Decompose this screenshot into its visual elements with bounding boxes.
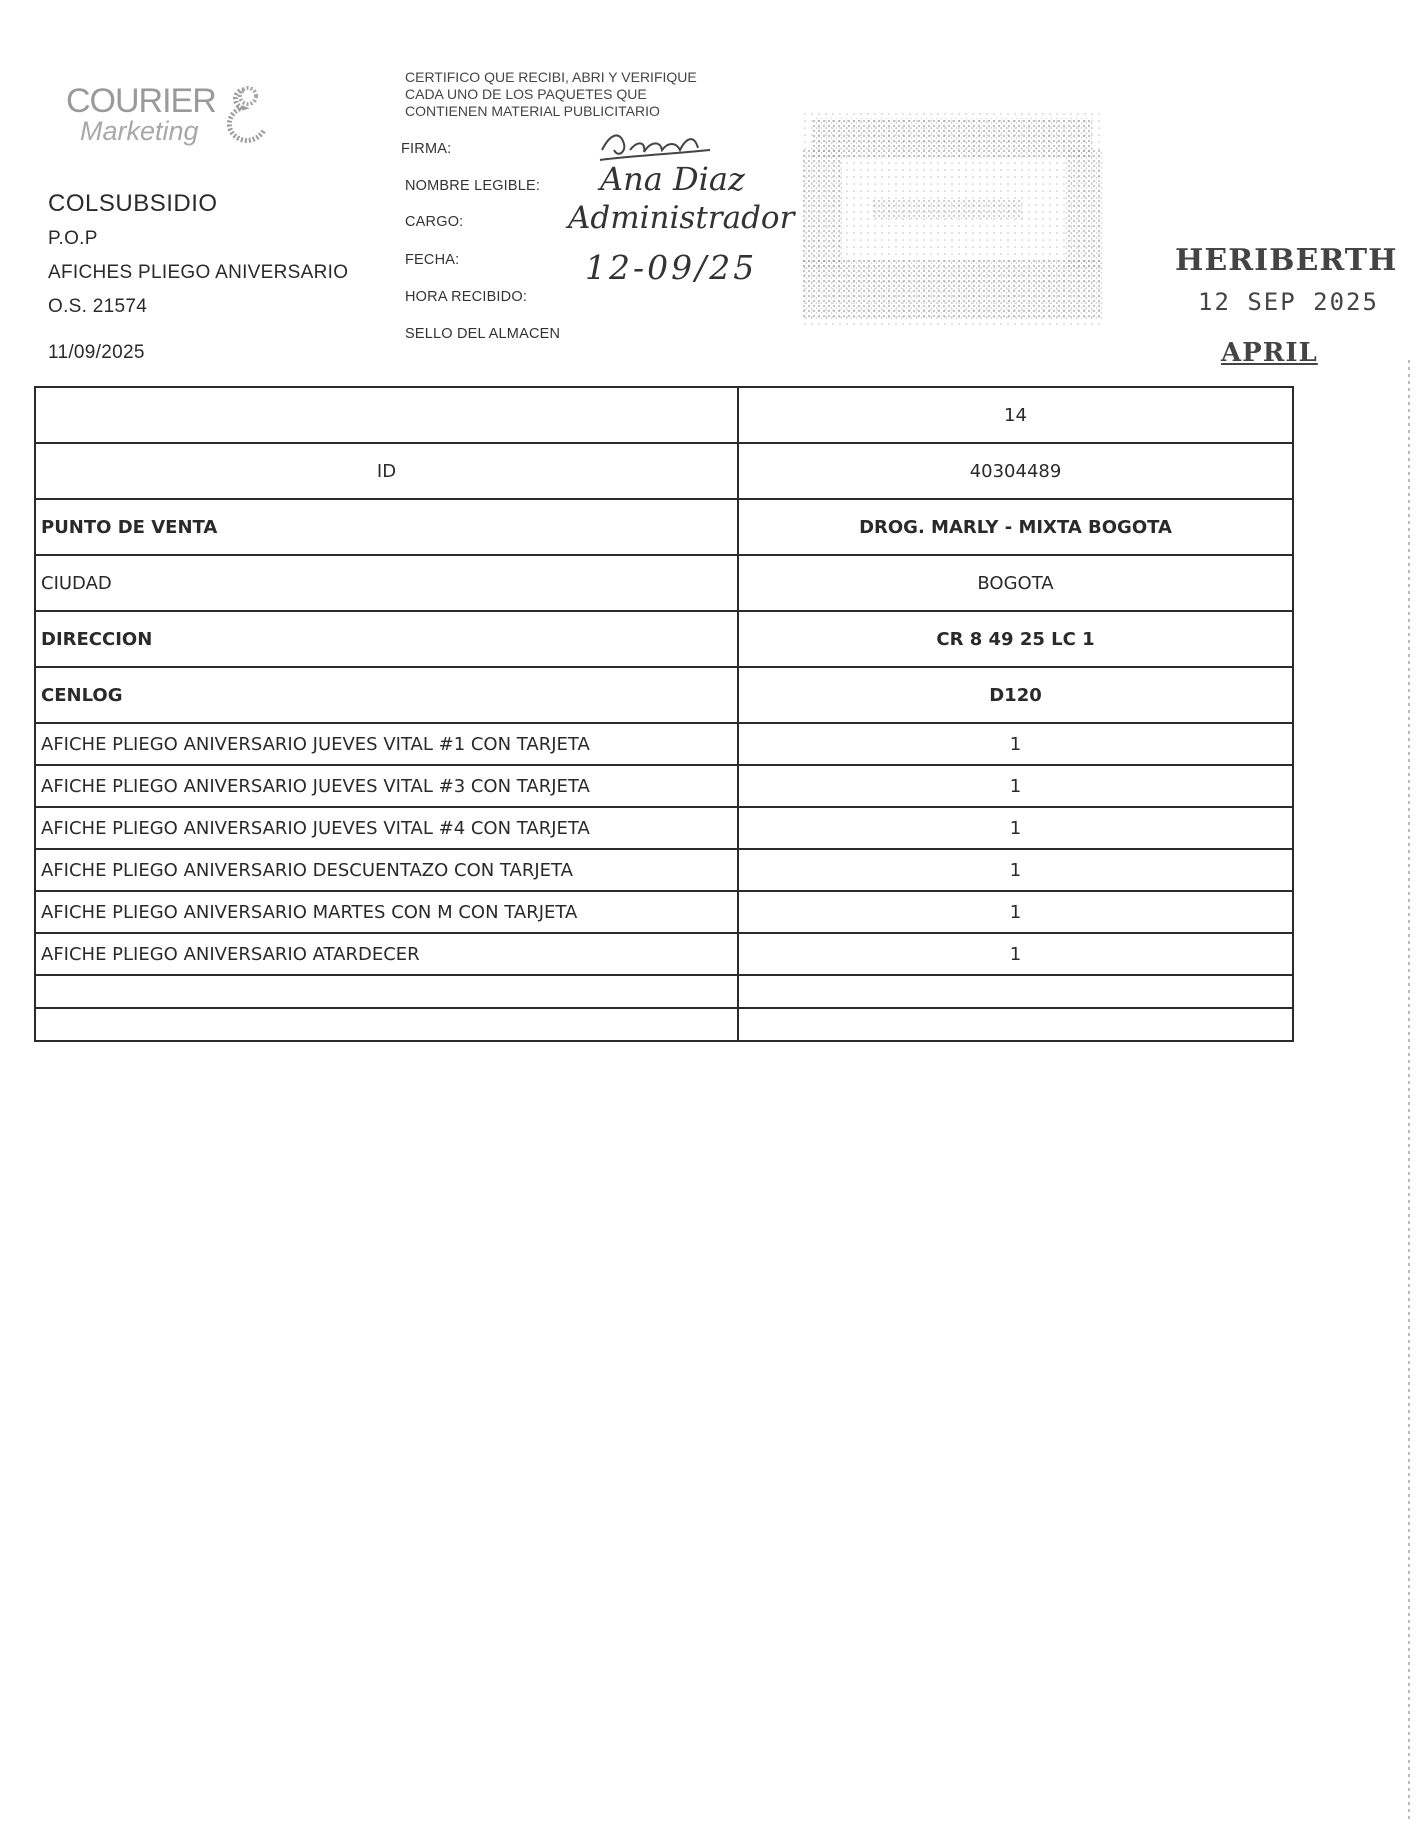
receiver-date-stamp: 12 SEP 2025 xyxy=(1198,288,1379,316)
table-row xyxy=(35,611,1293,667)
field-value: DROG. MARLY - MIXTA BOGOTA xyxy=(738,499,1293,555)
delivery-table xyxy=(34,386,1294,1042)
label-cargo: CARGO: xyxy=(405,214,464,230)
certification-statement xyxy=(405,69,765,120)
service-order-number: O.S. 21574 xyxy=(48,296,148,317)
field-value: D120 xyxy=(738,667,1293,723)
certification-line: CADA UNO DE LOS PAQUETES QUE xyxy=(405,86,647,102)
item-label: AFICHE PLIEGO ANIVERSARIO JUEVES VITAL #4 CON TARJETA xyxy=(35,807,738,849)
table-row xyxy=(35,849,1293,891)
courier-marketing-logo xyxy=(62,78,282,158)
label-nombre-legible: NOMBRE LEGIBLE: xyxy=(405,178,541,194)
item-quantity: 1 xyxy=(738,807,1293,849)
table-row xyxy=(35,667,1293,723)
receiver-name-stamp: HERIBERTH xyxy=(1175,243,1398,278)
item-quantity: 1 xyxy=(738,849,1293,891)
field-label: DIRECCION xyxy=(35,611,738,667)
item-label: AFICHE PLIEGO ANIVERSARIO ATARDECER xyxy=(35,933,738,975)
handwritten-cargo: Administrador xyxy=(568,200,795,236)
field-value: CR 8 49 25 LC 1 xyxy=(738,611,1293,667)
id-value: 40304489 xyxy=(738,443,1293,499)
field-value: BOGOTA xyxy=(738,555,1293,611)
handwritten-name: Ana Diaz xyxy=(600,160,745,198)
table-row xyxy=(35,499,1293,555)
logo-text-marketing: Marketing xyxy=(80,116,199,146)
field-label: CENLOG xyxy=(35,667,738,723)
table-row xyxy=(35,443,1293,499)
table-row xyxy=(35,387,1293,443)
label-hora-recibido: HORA RECIBIDO: xyxy=(405,289,528,305)
table-row xyxy=(35,891,1293,933)
receiver-word-stamp: APRIL xyxy=(1221,338,1318,368)
table-cell-empty xyxy=(35,975,738,1008)
client-name: COLSUBSIDIO xyxy=(48,190,218,217)
item-label: AFICHE PLIEGO ANIVERSARIO MARTES CON M CON TARJETA xyxy=(35,891,738,933)
field-label: PUNTO DE VENTA xyxy=(35,499,738,555)
table-cell-empty xyxy=(738,1008,1293,1041)
item-label: AFICHE PLIEGO ANIVERSARIO JUEVES VITAL #3 CON TARJETA xyxy=(35,765,738,807)
item-quantity: 1 xyxy=(738,891,1293,933)
table-cell-empty xyxy=(738,975,1293,1008)
scan-edge-artifact xyxy=(1408,360,1410,1820)
ampersand-logo-icon xyxy=(214,78,274,153)
table-cell-empty xyxy=(35,387,738,443)
item-label: AFICHE PLIEGO ANIVERSARIO DESCUENTAZO CON TARJETA xyxy=(35,849,738,891)
document-date: 11/09/2025 xyxy=(48,342,145,363)
table-header-number: 14 xyxy=(738,387,1293,443)
logo-text-courier: COURIER xyxy=(66,82,216,120)
label-fecha: FECHA: xyxy=(405,252,460,268)
field-label: CIUDAD xyxy=(35,555,738,611)
label-sello-almacen: SELLO DEL ALMACEN xyxy=(405,326,561,342)
table-row xyxy=(35,765,1293,807)
item-quantity: 1 xyxy=(738,765,1293,807)
certification-line: CERTIFICO QUE RECIBI, ABRI Y VERIFIQUE xyxy=(405,69,697,85)
item-quantity: 1 xyxy=(738,723,1293,765)
table-row-empty xyxy=(35,975,1293,1008)
item-label: AFICHE PLIEGO ANIVERSARIO JUEVES VITAL #1 CON TARJETA xyxy=(35,723,738,765)
client-line-pop: P.O.P xyxy=(48,228,98,249)
table-row xyxy=(35,723,1293,765)
id-label: ID xyxy=(35,443,738,499)
item-quantity: 1 xyxy=(738,933,1293,975)
table-row xyxy=(35,555,1293,611)
warehouse-seal-stamp xyxy=(803,110,1103,328)
table-row xyxy=(35,933,1293,975)
table-row xyxy=(35,807,1293,849)
client-line-campaign: AFICHES PLIEGO ANIVERSARIO xyxy=(48,262,349,283)
handwritten-fecha: 12-09/25 xyxy=(585,248,758,287)
certification-line: CONTIENEN MATERIAL PUBLICITARIO xyxy=(405,103,660,119)
table-row-empty xyxy=(35,1008,1293,1041)
table-cell-empty xyxy=(35,1008,738,1041)
label-firma: FIRMA: xyxy=(401,141,452,157)
